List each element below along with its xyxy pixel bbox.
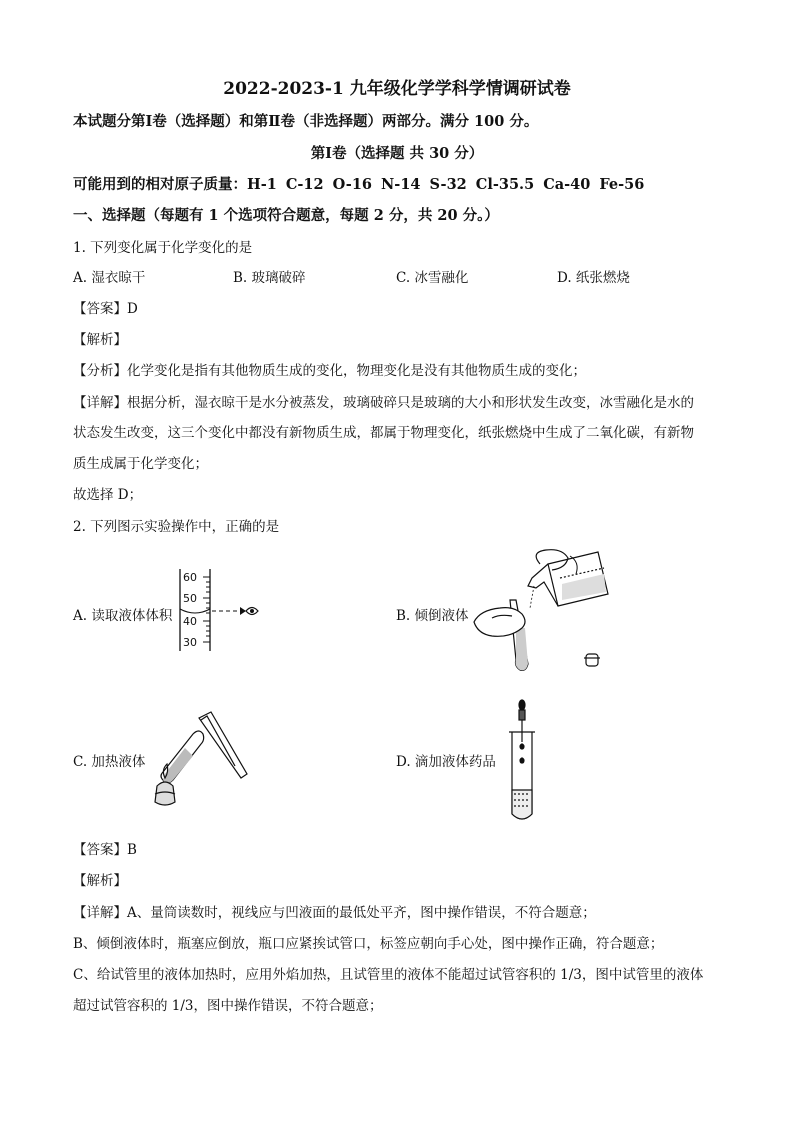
q2-option-d: D. 滴加液体药品	[396, 754, 496, 770]
q2-option-a: A. 读取液体体积	[73, 608, 173, 624]
q2-detail-line-1: 【详解】A、量筒读数时，视线应与凹液面的最低处平齐，图中操作错误，不符合题意；	[73, 905, 596, 921]
page-title: 2022-2023-1 九年级化学学科学情调研试卷	[223, 79, 571, 99]
q1-detail-line-1: 【详解】根据分析，湿衣晾干是水分被蒸发，玻璃破碎只是玻璃的大小和形状发生改变，冰雪融化是水的	[73, 395, 694, 411]
section1-heading: 一、选择题（每题有 1 个选项符合题意，每题 2 分，共 20 分。）	[73, 207, 499, 224]
scale-label-50: 50	[183, 592, 197, 605]
q1-answer: 【答案】D	[73, 301, 138, 317]
dropping-liquid-figure	[505, 698, 539, 824]
exam-intro: 本试题分第Ⅰ卷（选择题）和第Ⅱ卷（非选择题）两部分。满分 100 分。	[73, 113, 539, 130]
q1-analysis: 【分析】化学变化是指有其他物质生成的变化，物理变化是没有其他物质生成的变化；	[73, 363, 586, 379]
graduated-cylinder-figure	[176, 565, 266, 655]
q2-option-b: B. 倾倒液体	[396, 608, 469, 624]
q1-conclusion: 故选择 D；	[73, 487, 143, 503]
q2-analysis-label: 【解析】	[73, 873, 127, 889]
q2-answer: 【答案】B	[73, 842, 137, 858]
q1-stem: 1. 下列变化属于化学变化的是	[73, 240, 253, 256]
q2-detail-line-3: C、给试管里的液体加热时，应用外焰加热，且试管里的液体不能超过试管容积的 1/3，图中试管里的液体	[73, 967, 704, 983]
q1-option-d: D. 纸张燃烧	[557, 270, 630, 286]
q1-option-c: C. 冰雪融化	[396, 270, 469, 286]
q1-detail-line-3: 质生成属于化学变化；	[73, 456, 208, 472]
scale-label-60: 60	[183, 571, 197, 584]
scale-label-40: 40	[183, 615, 197, 628]
q1-detail-line-2: 状态发生改变，这三个变化中都没有新物质生成，都属于物理变化，纸张燃烧中生成了二氧化碳，有新物	[73, 425, 694, 441]
q1-option-a: A. 湿衣晾干	[73, 270, 146, 286]
q1-analysis-label: 【解析】	[73, 332, 127, 348]
pouring-liquid-figure	[470, 548, 615, 676]
q2-option-c: C. 加热液体	[73, 754, 146, 770]
q1-option-b: B. 玻璃破碎	[233, 270, 306, 286]
q2-stem: 2. 下列图示实验操作中，正确的是	[73, 519, 280, 535]
scale-label-30: 30	[183, 636, 197, 649]
q2-detail-line-4: 超过试管容积的 1/3，图中操作错误，不符合题意；	[73, 998, 383, 1014]
heating-liquid-figure	[145, 708, 249, 808]
part1-heading: 第Ⅰ卷（选择题 共 30 分）	[310, 145, 484, 162]
q2-detail-line-2: B、倾倒液体时，瓶塞应倒放，瓶口应紧挨试管口，标签应朝向手心处，图中操作正确，符合题意；	[73, 936, 664, 952]
atomic-masses: 可能用到的相对原子质量：H-1 C-12 O-16 N-14 S-32 Cl-35.5 Ca-40 Fe-56	[73, 176, 645, 193]
